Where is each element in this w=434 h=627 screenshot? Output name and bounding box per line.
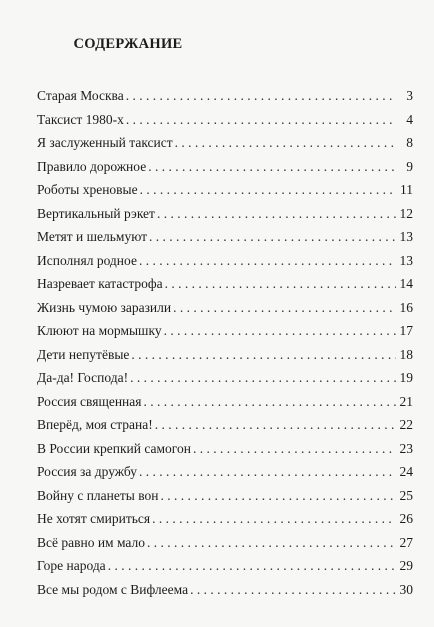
toc-page-number: 3 — [406, 88, 413, 103]
toc-page-number: 19 — [399, 370, 413, 385]
toc-page-number: 18 — [399, 346, 413, 362]
dot-leader — [108, 554, 396, 578]
dot-leader — [148, 155, 396, 179]
toc-page-number: 26 — [399, 511, 413, 526]
dot-leader — [139, 460, 396, 484]
dot-leader — [152, 507, 396, 531]
toc-entry — [37, 108, 413, 132]
toc-entry — [37, 366, 413, 390]
toc-page-number: 29 — [399, 558, 413, 573]
toc-entry-title: Назревает катастрофа — [37, 276, 163, 291]
dot-leader — [144, 390, 397, 414]
toc-page-number: 14 — [399, 276, 413, 291]
toc-entry — [37, 390, 413, 414]
toc-entry — [37, 178, 413, 202]
toc-page-number: 21 — [399, 393, 413, 409]
toc-entry-title: Не хотят смириться — [37, 511, 151, 526]
dot-leader — [155, 413, 396, 437]
toc-page-number: 9 — [406, 158, 413, 174]
toc-entry-title: Правило дорожное — [37, 158, 147, 174]
toc-entry-title: В России крепкий самогон — [37, 440, 191, 456]
toc-page-number: 23 — [399, 440, 413, 456]
toc-page-number: 27 — [399, 534, 413, 550]
toc-entry-title: Вертикальный рэкет — [37, 205, 155, 221]
dot-leader — [193, 437, 396, 461]
toc-entry-title: Жизнь чумою заразили — [37, 299, 172, 315]
toc-entry — [37, 319, 413, 343]
toc-entry-title: Я заслуженный таксист — [37, 135, 173, 150]
dot-leader — [149, 225, 396, 249]
toc-entry-title: Исполнял родное — [37, 252, 137, 268]
toc-entry — [37, 131, 413, 155]
toc-entry — [37, 460, 413, 484]
toc-entry — [37, 272, 413, 296]
toc-entry — [37, 578, 413, 602]
toc-page-number: 12 — [399, 205, 413, 221]
toc-entry-title: Дети непутёвые — [37, 346, 130, 362]
toc-entry — [37, 413, 413, 437]
toc-page-number: 13 — [399, 229, 413, 244]
toc-page-number: 17 — [399, 323, 413, 338]
dot-leader — [126, 108, 396, 132]
toc-entry — [37, 437, 413, 461]
toc-entry-title: Всё равно им мало — [37, 534, 146, 550]
toc-entry — [37, 507, 413, 531]
toc-page-number: 16 — [399, 299, 413, 315]
page-title: СОДЕРЖАНИЕ — [73, 36, 183, 52]
toc-entry — [37, 484, 413, 508]
dot-leader — [147, 531, 396, 555]
dot-leader — [190, 578, 396, 602]
dot-leader — [126, 84, 396, 108]
toc-entry — [37, 531, 413, 555]
dot-leader — [157, 202, 396, 226]
toc-page-number: 24 — [399, 464, 413, 479]
dot-leader — [139, 249, 396, 273]
toc-page-number: 25 — [399, 487, 413, 503]
toc-entry — [37, 202, 413, 226]
table-of-contents — [37, 84, 413, 601]
toc-entry-title: Метят и шельмуют — [37, 229, 148, 244]
toc-entry-title: Таксист 1980-х — [37, 111, 124, 127]
toc-entry-title: Войну с планеты вон — [37, 487, 159, 503]
toc-entry — [37, 155, 413, 179]
toc-entry-title: Да-да! Господа! — [37, 370, 129, 385]
toc-entry-title: Россия за дружбу — [37, 464, 138, 479]
toc-entry — [37, 554, 413, 578]
dot-leader — [140, 178, 396, 202]
toc-entry-title: Все мы родом с Вифлеема — [37, 581, 189, 597]
dot-leader — [175, 131, 396, 155]
toc-entry-title: Горе народа — [37, 558, 106, 573]
toc-entry-title: Клюют на мормышку — [37, 323, 162, 338]
dot-leader — [173, 296, 396, 320]
toc-page-number: 22 — [399, 417, 413, 432]
toc-entry-title: Роботы хреновые — [37, 182, 138, 197]
dot-leader — [130, 366, 396, 390]
toc-entry-title: Россия священная — [37, 393, 142, 409]
dot-leader — [165, 272, 396, 296]
toc-page-number: 30 — [399, 581, 413, 597]
toc-page-number: 4 — [406, 111, 413, 127]
toc-page-number: 11 — [400, 182, 413, 197]
toc-entry — [37, 84, 413, 108]
dot-leader — [131, 343, 396, 367]
toc-entry — [37, 225, 413, 249]
toc-entry-title: Вперёд, моя страна! — [37, 417, 153, 432]
dot-leader — [164, 319, 396, 343]
toc-entry — [37, 296, 413, 320]
dot-leader — [160, 484, 396, 508]
toc-entry-title: Старая Москва — [37, 88, 124, 103]
toc-entry — [37, 249, 413, 273]
toc-page-number: 8 — [406, 135, 413, 150]
toc-page-number: 13 — [399, 252, 413, 268]
toc-entry — [37, 343, 413, 367]
